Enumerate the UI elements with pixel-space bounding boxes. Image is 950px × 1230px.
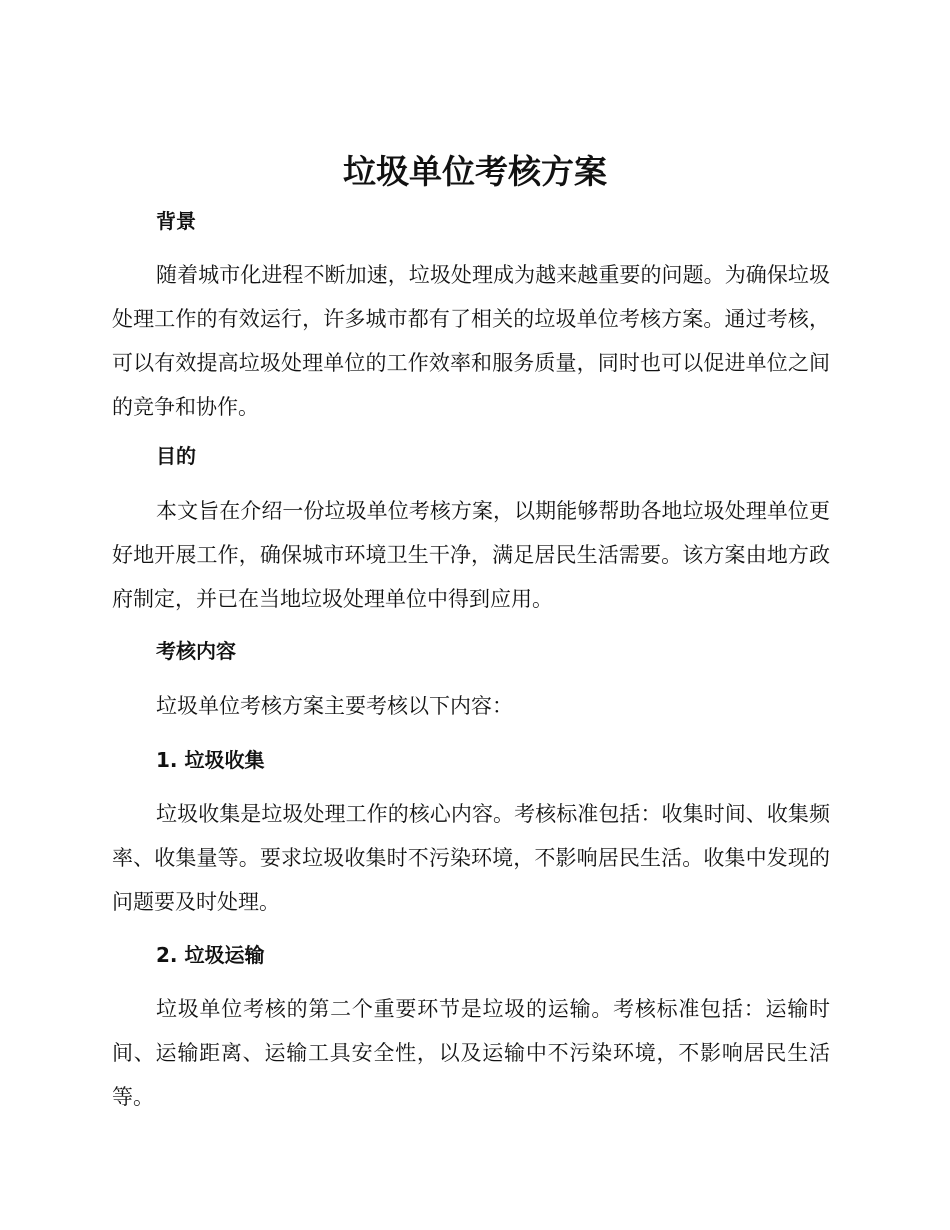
section-paragraph-purpose: 本文旨在介绍一份垃圾单位考核方案，以期能够帮助各地垃圾处理单位更好地开展工作，确保城市环境卫生干净，满足居民生活需要。该方案由地方政府制定，并已在当地垃圾处理单位中得到应用。 bbox=[112, 499, 830, 611]
section-heading-collection: 1. 垃圾收集 bbox=[156, 748, 265, 772]
section-paragraph-transport: 垃圾单位考核的第二个重要环节是垃圾的运输。考核标准包括：运输时间、运输距离、运输工具安全性，以及运输中不污染环境，不影响居民生活等。 bbox=[112, 997, 830, 1109]
section-heading-transport: 2. 垃圾运输 bbox=[156, 943, 265, 967]
section-heading-background: 背景 bbox=[156, 209, 196, 233]
document-title: 垃圾单位考核方案 bbox=[343, 152, 607, 191]
section-heading-content: 考核内容 bbox=[156, 639, 236, 663]
section-paragraph-background: 随着城市化进程不断加速，垃圾处理成为越来越重要的问题。为确保垃圾处理工作的有效运行，许多城市都有了相关的垃圾单位考核方案。通过考核，可以有效提高垃圾处理单位的工作效率和服务质量，同时也可以促进单位之间的竞争和协作。 bbox=[112, 263, 830, 419]
section-paragraph-collection: 垃圾收集是垃圾处理工作的核心内容。考核标准包括：收集时间、收集频率、收集量等。要求垃圾收集时不污染环境，不影响居民生活。收集中发现的问题要及时处理。 bbox=[112, 802, 830, 914]
section-heading-purpose: 目的 bbox=[156, 444, 196, 468]
section-paragraph-content: 垃圾单位考核方案主要考核以下内容： bbox=[156, 694, 513, 718]
